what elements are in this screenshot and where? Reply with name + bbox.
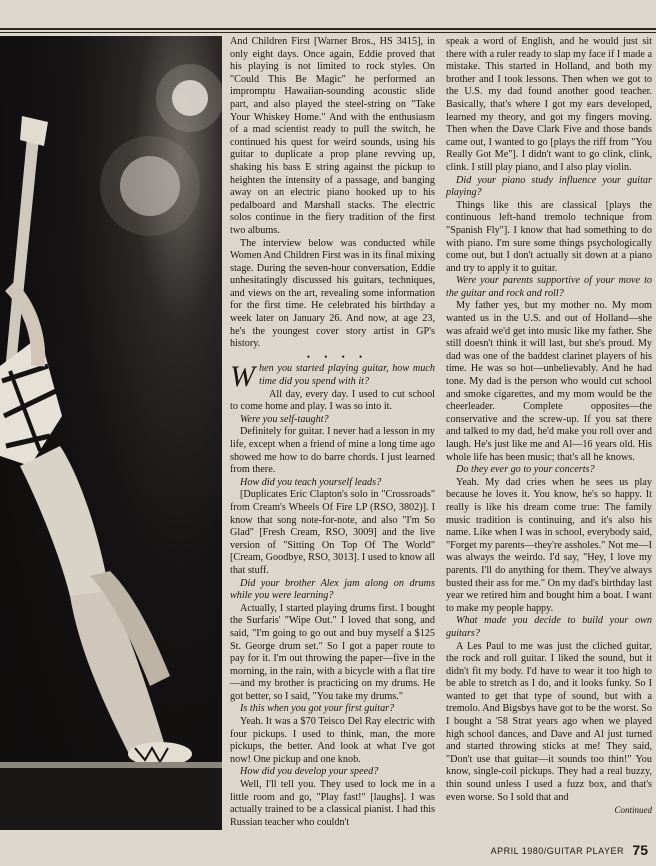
answer-2: Definitely for guitar. I never had a lesson in my life, except when a friend of mine a long time ago showed me how to do barre chords. I just learned from there.	[230, 426, 435, 476]
question-4: Did your brother Alex jam along on drums while you were learning?	[230, 577, 435, 602]
continued-label: Continued	[614, 805, 652, 816]
answer-8: My father yes, but my mother no. My mom wanted us in the U.S. and out of Holland—she was afraid we'd get into music like my father. She still doesn't think it will last, but she's proud. My dad was one of the baddest clarinet players of his time. He was so hot—unbelievably. And he had tone. My dad is the person who would cut school and smoke cigarettes, and my mom would be the cheerleader. Complete opposites—the conservative and the screw-up. If you sat there and talked to my dad, he'd make you roll over and laugh. He's just like me and Al—16 years old. His whole life has been music; that's all he knows.	[446, 300, 652, 463]
answer-1: All day, every day. I used to cut school to come home and play. I was so into it.	[230, 388, 435, 413]
answer-9: Yeah. My dad cries when he sees us play because he loves it. You know, he's so happy. It really is like his dream come true: The family music tradition is continuing, and it's also his name. Like when I was in school, everybody said, "Forget my parents—they're assholes." Not me—I was always the weirdo. I'd say, "Hey, I love my parents. I'll do anything for them. They've always busted their ass for me." On my dad's birthday last year we retired him and bought him a boat. I want to make my people happy.	[446, 476, 652, 614]
question-10: What made you decide to build your own guitars?	[446, 615, 652, 639]
issue-label: APRIL 1980/GUITAR PLAYER	[490, 846, 624, 856]
section-divider-stars: • • • •	[306, 351, 369, 362]
text-column-right	[446, 36, 652, 817]
question-1-text: hen you started playing guitar, how much time did you spend with it?	[259, 363, 435, 388]
top-rule	[0, 28, 656, 30]
question-1	[230, 360, 435, 394]
question-9: Do they ever go to your concerts?	[456, 464, 595, 476]
answer-3: [Duplicates Eric Clapton's solo in "Crossroads" from Cream's Wheels Of Fire LP (RSO, 3802)]. I know that song note-for-note, and also "I'm So Glad" [Fresh Cream, RSO, 3009] and the live version of "Sitting On Top Of The World" [Cream, Goodbye, RSO, 3013]. I used to know all that stuff.	[230, 489, 435, 576]
question-5: Is this when you got your first guitar?	[240, 703, 395, 715]
drop-cap: W	[230, 360, 255, 394]
top-rule-thin	[0, 32, 656, 33]
text-column-left	[230, 36, 435, 829]
question-8: Were your parents supportive of your move to the guitar and rock and roll?	[446, 275, 652, 299]
answer-7: Things like this are classical [plays the continuous left-hand tremolo technique from "Spanish Fly"]. I know that had something to do with piano. I'm sure some things psychologically come out, but I don't actually sit down at a piano and try to apply it to guitar.	[446, 199, 652, 274]
intro-paragraph-1: And Children First [Warner Bros., HS 3415], in only eight days. Once again, Eddie proved that his playing is not limited to rock styles. On "Could This Be Magic" he performed an impromptu Hawaiian-sounding acoustic slide part, and also played the steel-string on "Take Your Whiskey Home." And with the enthusiasm of a mad scientist ready to pull the switch, he continued his quest for weird sounds, using his guitar to duplicate a prop plane revving up, shaking his bass E string against the pickup to heighten the intensity of a passage, and banging away on an electric piano hooked up to his pedalboard and Marshall stacks. The electric solos continue in the fiery tradition of the first two albums.	[230, 36, 435, 236]
question-2: Were you self-taught?	[240, 413, 329, 425]
intro-paragraph-2: The interview below was conducted while Women And Children First was in its final mixing stage. During the seven-hour conversation, Eddie unhesitatingly discussed his guitars, techniques, and views on the art, revealing some information for the first time. He celebrated his birthday a week later on January 26. And now, at age 23, he's the youngest cover story artist in GP's history.	[230, 237, 435, 350]
answer-6-continued: speak a word of English, and he would just sit there with a ruler ready to slap my face if I made a mistake. This started in Holland, and both my brother and I took lessons. Then when we got to the U.S. my dad found another good teacher. Basically, that's where I got my ears developed, learned my theory, and got my fingers moving. Then when the Dave Clark Five and those bands came out, I wanted to go [plays the riff from "You Really Got Me"]. I didn't want to go clink, clink, clink. I still play piano, and I also play violin.	[446, 36, 652, 173]
answer-5: Yeah. It was a $70 Teisco Del Ray electric with four pickups. I used to think, man, the more pickups, the better. And look at what I've got now! One pickup and one knob.	[230, 716, 435, 765]
question-7: Did your piano study influence your guitar playing?	[446, 174, 652, 199]
question-6: How did you develop your speed?	[240, 766, 379, 778]
page-footer	[0, 842, 656, 862]
page-number: 75	[632, 842, 648, 858]
answer-4: Actually, I started playing drums first. I bought the Surfaris' "Wipe Out." I loved that song, and said, "I'm going to go out and buy myself a $125 St. George drum set." So I got a paper route to pay for it. I'm out throwing the paper—five in the morning, in the rain, with a bicycle with a flat tire—and my brother is practicing on my drums. He got better, so I said, "You take my drums."	[230, 602, 435, 702]
guitarist-photo-illustration	[0, 36, 222, 830]
answer-10: A Les Paul to me was just the cliched guitar, the rock and roll guitar. I liked the sound, but it didn't fit my body. I'd have to wear it too high to be able to stretch as I do, and it looks funky. So I wanted to get that type of sound, but with a tremolo. And Bigsbys have got to be the worst. So I bought a '58 Strat years ago when we played high school dances, and Dave and Al just turned and started throwing sticks at me! They said, "Don't use that guitar—it sounds too thin!" You know, single-coil pickups. They had a real buzzy, thin sound unless I used a fuzz box, and that's even worse. So I sold that and	[446, 640, 652, 803]
answer-6: Well, I'll tell you. They used to lock me in a little room and go, "Play fast!" [laughs]. I was actually trained to be a classical pianist. I had this Russian teacher who couldn't	[230, 779, 435, 828]
question-3: How did you teach yourself leads?	[240, 476, 382, 488]
guitarist-photo	[0, 36, 222, 830]
